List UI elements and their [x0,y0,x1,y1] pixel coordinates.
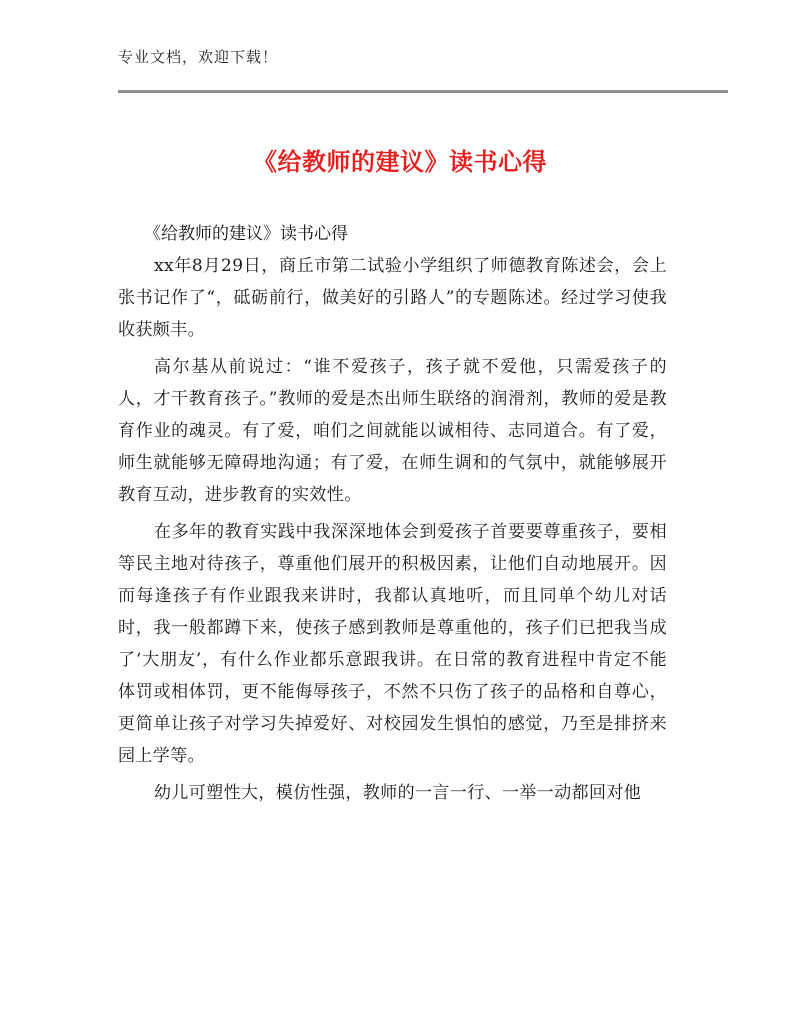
header-note: 专业文档，欢迎下载！ [118,48,279,66]
document-subtitle: 《给教师的建议》读书心得 [144,224,348,244]
header-divider [118,90,728,93]
paragraph-4: 幼儿可塑性大，模仿性强，教师的一言一行、一举一动都回对他 [154,783,642,803]
document-body [118,218,667,809]
paragraph-3: 在多年的教育实践中我深深地体会到爱孩子首要要尊重孩子，要相等民主地对待孩子，尊重他们展开的积极因素，让他们自动地展开。因而每逢孩子有作业跟我来讲时，我都认真地听，而且同单个幼儿对话时，我一般都蹲下来，使孩子感到教师是尊重他的，孩子们已把我当成了‘大朋友’，有什么作业都乐意跟我讲。在日常的教育进程中肯定不能体罚或相体罚，更不能侮辱孩子，不然不只伤了孩子的品格和自尊心，更简单让孩子对学习失掉爱好、对校园发生惧怕的感觉，乃至是排挤来园上学等。 [118,522,667,766]
paragraph-2: 高尔基从前说过：“谁不爱孩子，孩子就不爱他，只需爱孩子的人，才干教育孩子。”教师的爱是杰出师生联络的润滑剂，教师的爱是教育作业的魂灵。有了爱，咱们之间就能以诚相待、志同道合。有了爱，师生就能够无障碍地沟通；有了爱，在师生调和的气氛中，就能够展开教育互动，进步教育的实效性。 [118,357,667,505]
document-title: 《给教师的建议》读书心得 [253,148,547,176]
paragraph-1: xx年8月29日，商丘市第二试验小学组织了师德教育陈述会，会上张书记作了“，砥砺前行，做美好的引路人”的专题陈述。经过学习使我收获颇丰。 [118,256,667,340]
